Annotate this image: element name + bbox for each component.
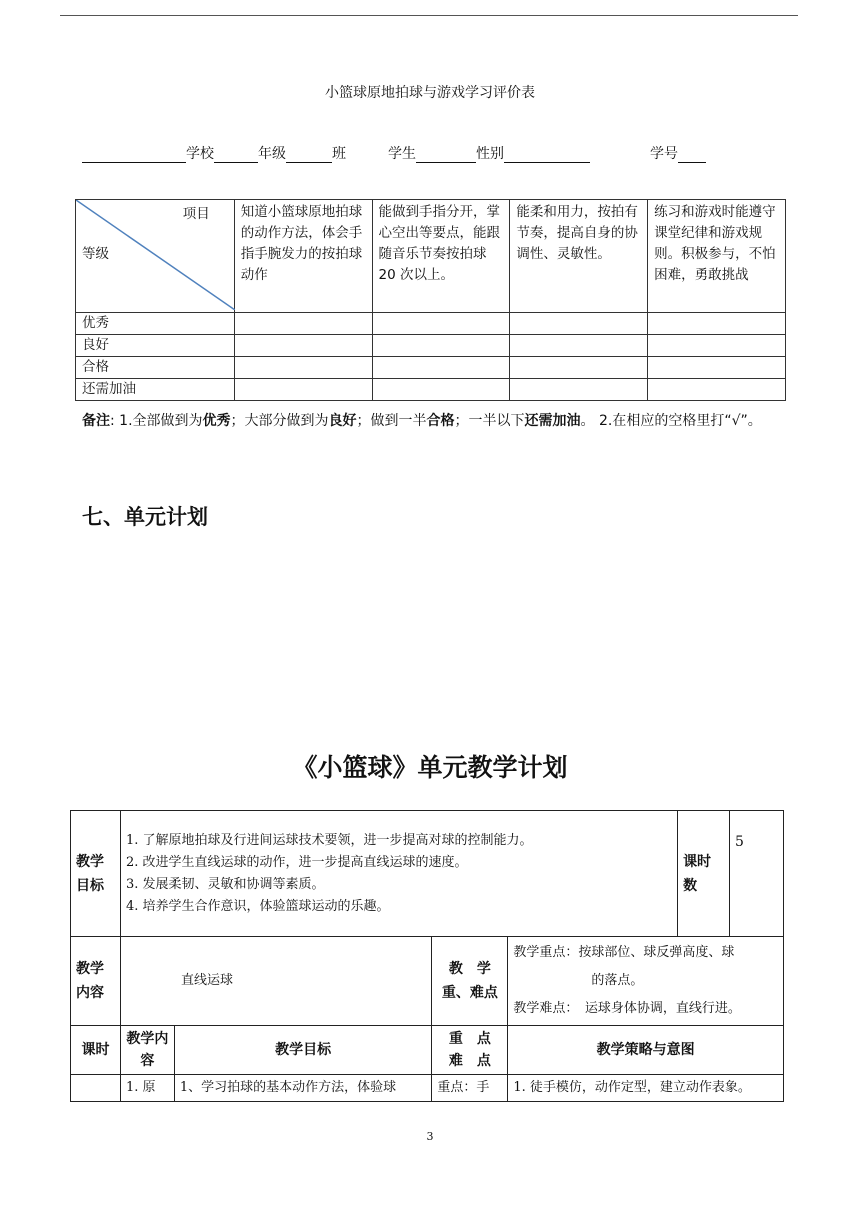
lesson-col-header: 课时 xyxy=(71,1026,121,1075)
lesson-row xyxy=(71,1075,784,1102)
plan-title: 《小篮球》单元教学计划 xyxy=(292,753,568,782)
note-label: 备注 xyxy=(82,413,110,429)
column-header-row xyxy=(71,1026,784,1075)
note-text: ；一半以下 xyxy=(454,413,525,429)
check-cell[interactable] xyxy=(372,335,510,357)
check-cell[interactable] xyxy=(234,335,372,357)
grade-blank[interactable] xyxy=(214,147,258,163)
criterion-header: 知道小篮球原地拍球的动作方法，体会手指手腕发力的按拍球动作 xyxy=(234,200,372,313)
goals-cell xyxy=(120,811,677,937)
level-row xyxy=(76,357,786,379)
note-text: ；做到一半 xyxy=(356,413,427,429)
grade-label: 年级 xyxy=(258,146,286,162)
lesson-strategy-cell: 1. 徒手模仿，动作定型，建立动作表象。 xyxy=(508,1075,784,1102)
class-blank[interactable] xyxy=(286,147,332,163)
lesson-keypoint-cell: 重点：手 xyxy=(432,1075,508,1102)
note-emphasis: 优秀 xyxy=(202,413,231,429)
content-row xyxy=(71,937,784,1026)
key-difficulty-label xyxy=(432,937,508,1026)
gender-label: 性别 xyxy=(476,146,504,162)
check-cell[interactable] xyxy=(510,313,648,335)
diagonal-corner-cell xyxy=(76,200,235,313)
gender-blank[interactable] xyxy=(504,147,590,163)
content-label: 教学内容 xyxy=(71,937,121,1026)
goal-item: 4. 培养学生合作意识，体验篮球运动的乐趣。 xyxy=(125,898,390,914)
check-cell[interactable] xyxy=(510,335,648,357)
check-cell[interactable] xyxy=(372,313,510,335)
content-col-header: 教学内容 xyxy=(120,1026,174,1075)
page-number: 3 xyxy=(426,1130,434,1143)
key-label-line: 教 学 xyxy=(448,961,491,977)
level-row xyxy=(76,379,786,401)
number-blank[interactable] xyxy=(678,147,706,163)
level-row xyxy=(76,313,786,335)
criterion-header: 能柔和用力，按拍有节奏，提高自身的协调性、灵敏性。 xyxy=(510,200,648,313)
evaluation-title: 小篮球原地拍球与游戏学习评价表 xyxy=(325,85,535,101)
content-value: 直线运球 xyxy=(120,937,431,1026)
criterion-header: 能做到手指分开，掌心空出等要点，能跟随音乐节奏按拍球 20 次以上。 xyxy=(372,200,510,313)
note-text: 。 2.在相应的空格里打“√”。 xyxy=(580,413,762,429)
level-label: 还需加油 xyxy=(76,379,235,401)
check-cell[interactable] xyxy=(234,357,372,379)
class-label: 班 xyxy=(332,146,346,162)
note-emphasis: 良好 xyxy=(328,413,357,429)
goals-label: 教学目标 xyxy=(71,811,121,937)
evaluation-table xyxy=(75,199,786,401)
level-label: 优秀 xyxy=(76,313,235,335)
key-point: 教学重点：按球部位、球反弹高度、球 xyxy=(513,945,735,960)
check-cell[interactable] xyxy=(372,357,510,379)
goal-item: 2. 改进学生直线运球的动作，进一步提高直线运球的速度。 xyxy=(125,854,468,870)
section-heading: 七、单元计划 xyxy=(82,505,208,529)
goal-item: 3. 发展柔韧、灵敏和协调等素质。 xyxy=(125,876,325,892)
evaluation-header-row xyxy=(76,200,786,313)
number-label: 学号 xyxy=(650,146,678,162)
level-label: 良好 xyxy=(76,335,235,357)
evaluation-note xyxy=(82,410,782,432)
school-label: 学校 xyxy=(186,146,214,162)
lesson-content-cell: 1. 原 xyxy=(120,1075,174,1102)
goal-item: 1. 了解原地拍球及行进间运球技术要领，进一步提高对球的控制能力。 xyxy=(125,832,533,848)
check-cell[interactable] xyxy=(648,379,786,401)
check-cell[interactable] xyxy=(510,379,648,401)
level-row xyxy=(76,335,786,357)
corner-level-label: 等级 xyxy=(82,246,109,262)
lesson-objective-cell: 1、学习拍球的基本动作方法，体验球 xyxy=(174,1075,432,1102)
note-emphasis: 合格 xyxy=(426,413,455,429)
check-cell[interactable] xyxy=(234,313,372,335)
lesson-number-cell xyxy=(71,1075,121,1102)
note-text: ；大部分做到为 xyxy=(230,413,329,429)
check-cell[interactable] xyxy=(648,313,786,335)
check-cell[interactable] xyxy=(234,379,372,401)
corner-item-label: 项目 xyxy=(182,206,210,222)
keypoints-header-line: 难 点 xyxy=(448,1053,491,1069)
level-label: 合格 xyxy=(76,357,235,379)
difficulty-point: 教学难点： 运球身体协调，直线行进。 xyxy=(513,1001,741,1016)
check-cell[interactable] xyxy=(372,379,510,401)
check-cell[interactable] xyxy=(510,357,648,379)
key-label-line: 重、难点 xyxy=(441,985,498,1001)
check-cell[interactable] xyxy=(648,335,786,357)
student-label: 学生 xyxy=(388,146,416,162)
key-difficulty-cell xyxy=(508,937,784,1026)
criterion-header: 练习和游戏时能遵守课堂纪律和游戏规则。积极参与，不怕困难，勇敢挑战 xyxy=(648,200,786,313)
key-point: 的落点。 xyxy=(591,973,644,988)
header-rule xyxy=(60,15,798,16)
keypoints-header-line: 重 点 xyxy=(448,1031,491,1047)
note-text: : 1.全部做到为 xyxy=(110,413,203,429)
note-emphasis: 还需加油 xyxy=(524,413,581,429)
keypoints-col-header xyxy=(432,1026,508,1075)
student-blank[interactable] xyxy=(416,147,476,163)
school-blank[interactable] xyxy=(82,147,186,163)
check-cell[interactable] xyxy=(648,357,786,379)
strategy-col-header: 教学策略与意图 xyxy=(508,1026,784,1075)
lessons-label: 课时数 xyxy=(678,811,730,937)
lessons-value: 5 xyxy=(730,811,784,937)
student-info-line xyxy=(82,143,706,163)
goals-row xyxy=(71,811,784,937)
unit-plan-table xyxy=(70,810,784,1102)
objective-col-header: 教学目标 xyxy=(174,1026,432,1075)
